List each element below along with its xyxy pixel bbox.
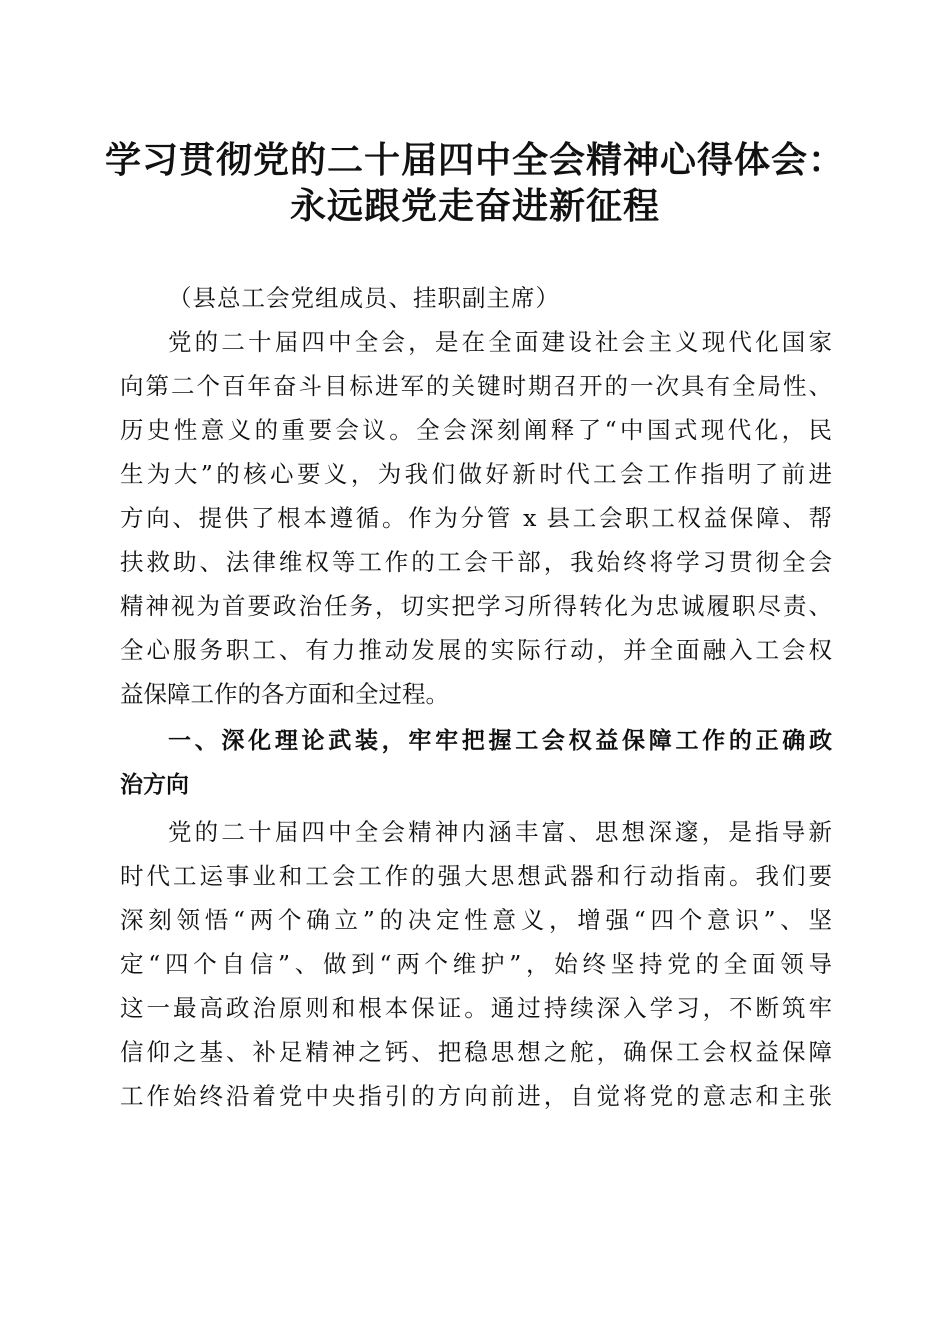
section-heading-line: 治方向 [120, 772, 189, 798]
document-title-line-2: 永远跟党走奋进新征程 [289, 185, 660, 227]
paragraph-line: 时代工运事业和工会工作的强大思想武器和行动指南。我们要 [120, 862, 832, 890]
paragraph-line: 全心服务职工、有力推动发展的实际行动，并全面融入工会权 [120, 636, 832, 664]
paragraph-line: 工作始终沿着党中央指引的方向前进，自觉将党的意志和主张 [120, 1082, 832, 1110]
paragraph-line: 深刻领悟“两个确立”的决定性意义，增强“四个意识”、坚 [120, 906, 832, 934]
paragraph-line: 扶救助、法律维权等工作的工会干部，我始终将学习贯彻全会 [120, 548, 832, 576]
document-title-line-1: 学习贯彻党的二十届四中全会精神心得体会： [104, 139, 845, 181]
paragraph-line: 生为大”的核心要义，为我们做好新时代工会工作指明了前进 [120, 460, 832, 488]
section-heading-line: 一、深化理论武装，牢牢把握工会权益保障工作的正确政 [168, 728, 832, 754]
author-note: （县总工会党组成员、挂职副主席） [168, 284, 560, 312]
paragraph-line: 向第二个百年奋斗目标进军的关键时期召开的一次具有全局性、 [120, 372, 832, 400]
paragraph-line: 党的二十届四中全会精神内涵丰富、思想深邃，是指导新 [168, 818, 832, 846]
paragraph-line: 精神视为首要政治任务，切实把学习所得转化为忠诚履职尽责、 [120, 592, 832, 620]
paragraph-line: 定“四个自信”、做到“两个维护”，始终坚持党的全面领导 [120, 950, 832, 978]
paragraph-line: 信仰之基、补足精神之钙、把稳思想之舵，确保工会权益保障 [120, 1038, 832, 1066]
paragraph-line: 党的二十届四中全会，是在全面建设社会主义现代化国家 [168, 328, 832, 356]
paragraph-line: 历史性意义的重要会议。全会深刻阐释了“中国式现代化，民 [120, 416, 832, 444]
paragraph-line: 益保障工作的各方面和全过程。 [120, 680, 449, 708]
paragraph-line: 这一最高政治原则和根本保证。通过持续深入学习，不断筑牢 [120, 994, 832, 1022]
paragraph-line: 方向、提供了根本遵循。作为分管 x 县工会职工权益保障、帮 [120, 504, 832, 532]
